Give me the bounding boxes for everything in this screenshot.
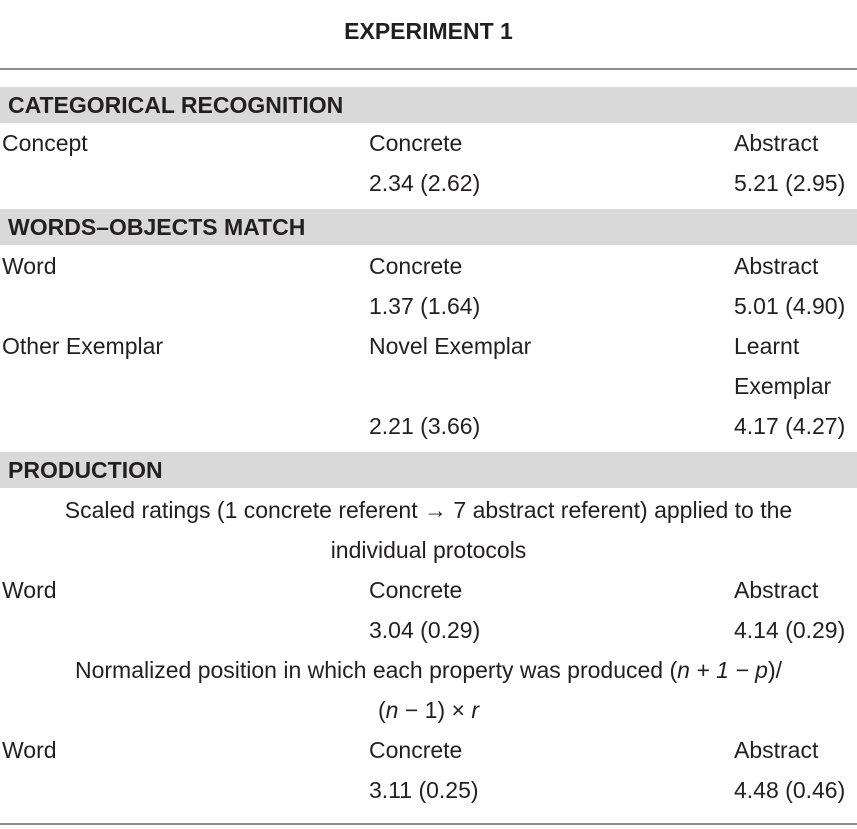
value-abstract: 4.48 (0.46)	[734, 777, 846, 803]
col-header-learnt-exemplar-line2: Exemplar	[734, 373, 832, 399]
value-concrete: 1.37 (1.64)	[369, 293, 481, 319]
col-header-abstract: Abstract	[734, 737, 819, 763]
section-heading-categorical-recognition: CATEGORICAL RECOGNITION	[0, 87, 857, 123]
note-text: Normalized position in which each property was produced (	[74, 657, 678, 683]
row-label-other-exemplar: Other Exemplar	[2, 333, 164, 359]
col-header-concrete: Concrete	[369, 577, 463, 603]
col-header-abstract: Abstract	[734, 253, 819, 279]
production-note-normalized-position-line1	[0, 650, 857, 690]
col-header-learnt-exemplar-line1: Learnt	[734, 333, 800, 359]
formula-minus-one-times: − 1) ×	[398, 697, 472, 723]
section-heading-words-objects-match: WORDS–OBJECTS MATCH	[0, 209, 857, 245]
section-heading-production: PRODUCTION	[0, 452, 857, 488]
col-header-abstract: Abstract	[734, 130, 819, 156]
formula-n-plus-1-minus-p: n + 1 − p	[677, 657, 768, 683]
col-header-concrete: Concrete	[369, 253, 463, 279]
row-label-word: Word	[2, 577, 57, 603]
value-abstract: 5.01 (4.90)	[734, 293, 846, 319]
value-concrete: 3.11 (0.25)	[369, 777, 479, 803]
value-concrete: 3.04 (0.29)	[369, 617, 481, 643]
value-concrete: 2.34 (2.62)	[369, 170, 481, 196]
row-label-concept: Concept	[2, 130, 88, 156]
production-note-normalized-position-line2	[0, 690, 857, 730]
value-learnt-exemplar: 4.17 (4.27)	[734, 413, 846, 439]
col-header-concrete: Concrete	[369, 737, 463, 763]
value-novel-exemplar: 2.21 (3.66)	[369, 413, 481, 439]
bottom-rule	[0, 823, 857, 825]
col-header-abstract: Abstract	[734, 577, 819, 603]
formula-open-paren: (	[377, 697, 386, 723]
production-note-scaled-ratings-line2: individual protocols	[330, 537, 527, 563]
row-label-word: Word	[2, 737, 57, 763]
value-abstract: 5.21 (2.95)	[734, 170, 846, 196]
formula-n: n	[385, 697, 399, 723]
col-header-concrete: Concrete	[369, 130, 463, 156]
col-header-novel-exemplar: Novel Exemplar	[369, 333, 532, 359]
value-abstract: 4.14 (0.29)	[734, 617, 846, 643]
row-label-word: Word	[2, 253, 57, 279]
formula-r: r	[471, 697, 479, 723]
production-note-scaled-ratings-line1: Scaled ratings (1 concrete referent → 7 abstract referent) applied to the	[64, 497, 793, 523]
table-title: EXPERIMENT 1	[344, 18, 513, 44]
note-text-end: )/	[767, 657, 782, 683]
top-rule	[0, 68, 857, 70]
